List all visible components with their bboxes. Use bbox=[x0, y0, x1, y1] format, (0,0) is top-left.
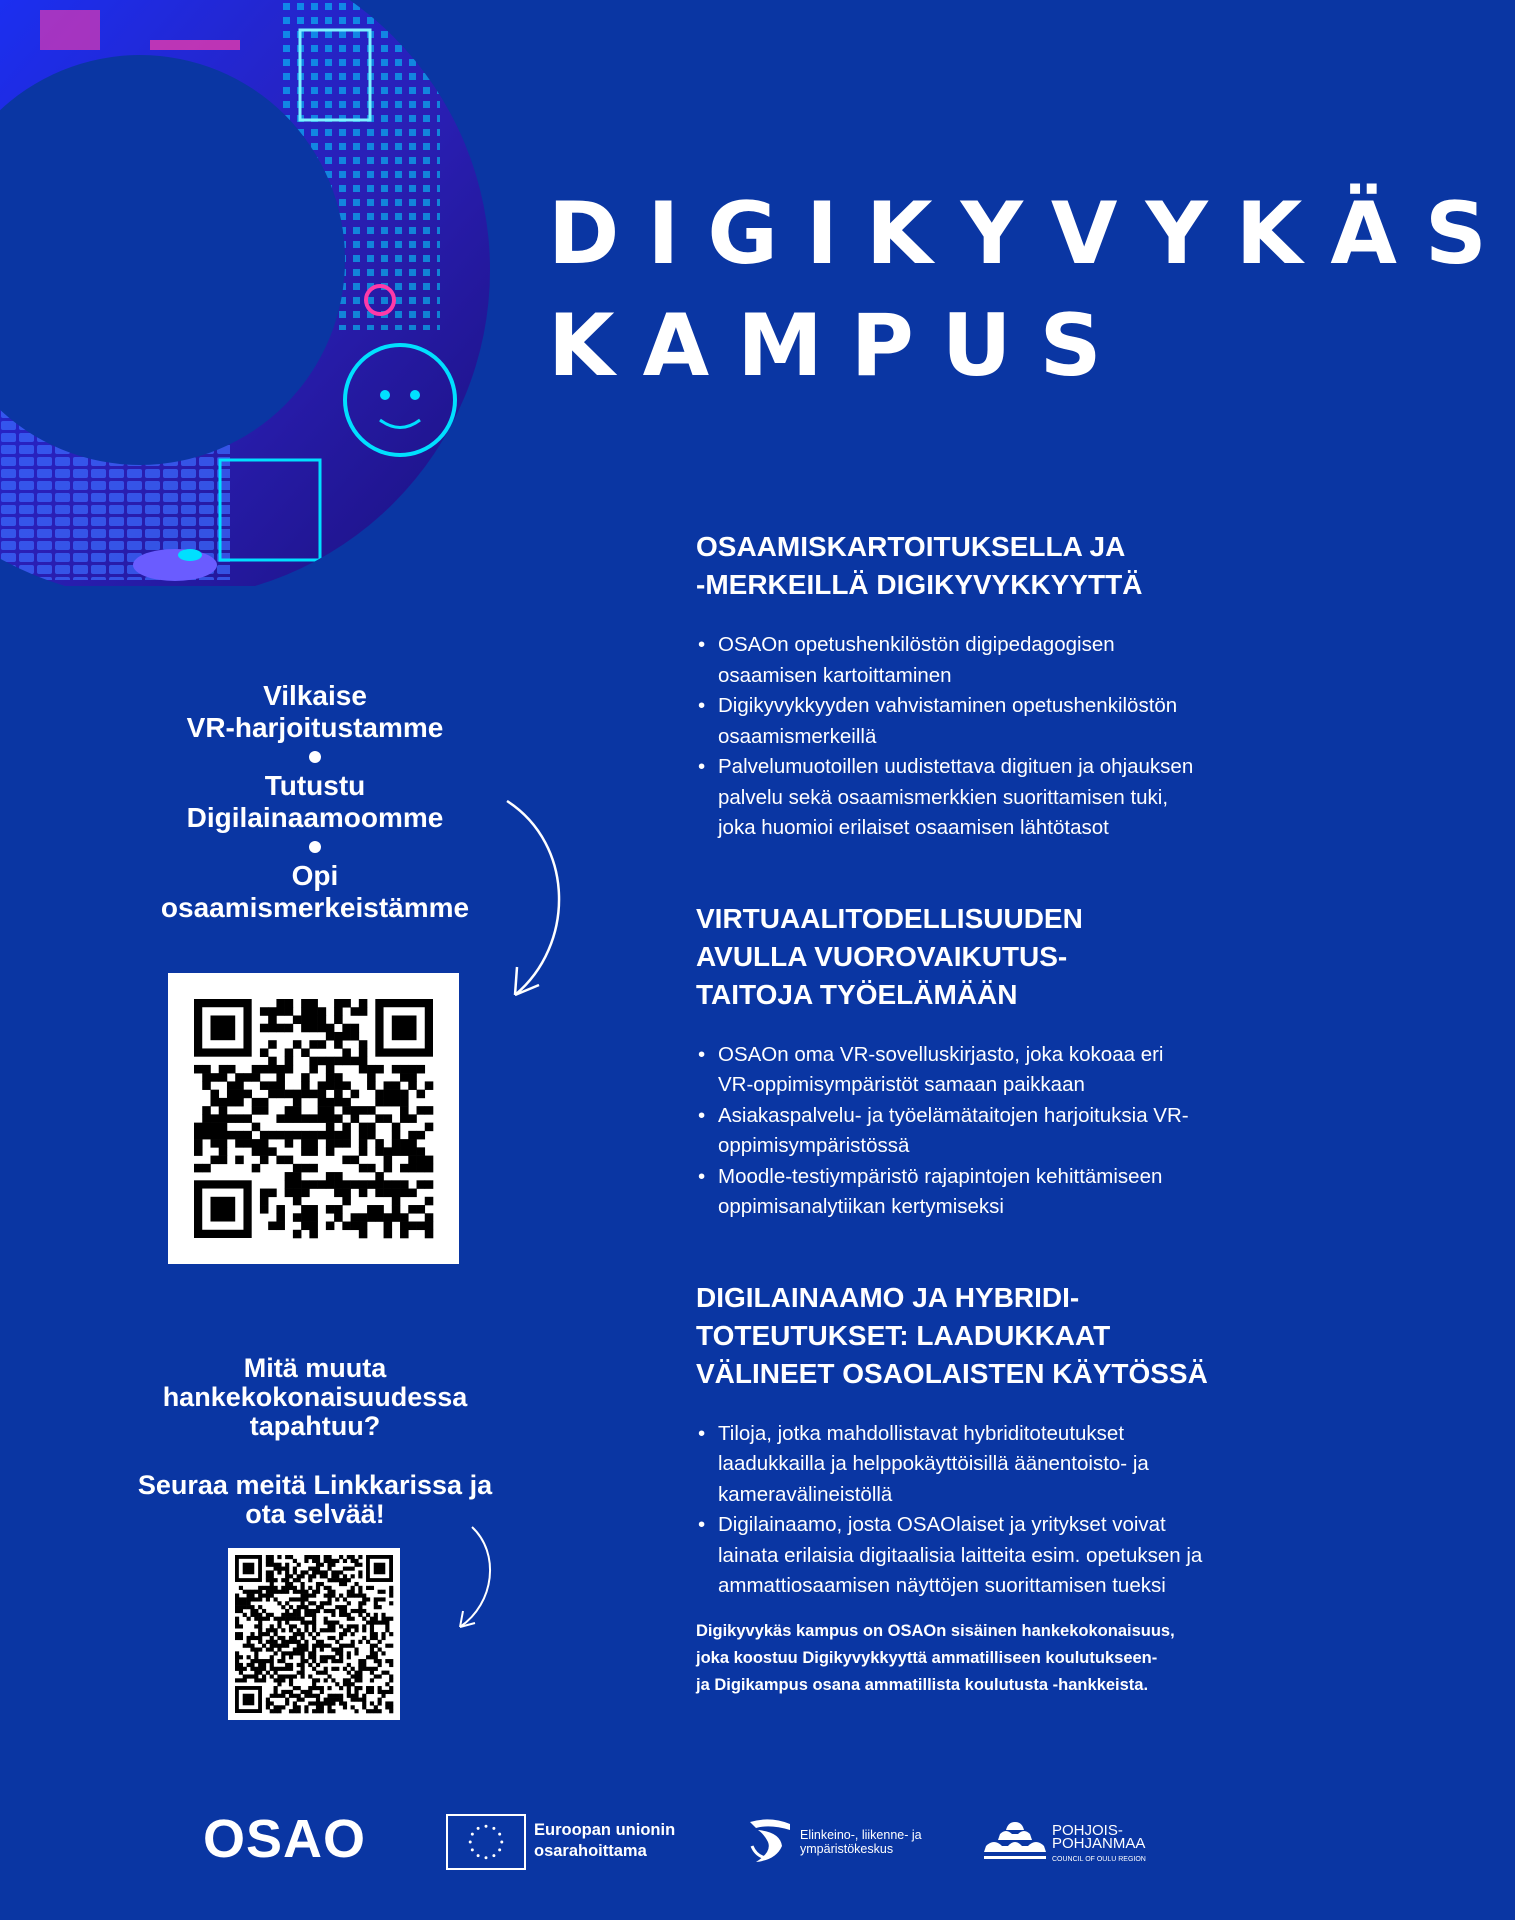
section-osaamiskartoitus bbox=[696, 528, 1256, 844]
cta-osaamismerkit: Opi osaamismerkeistämme bbox=[160, 860, 470, 923]
heading-line: TOTEUTUKSET: LAADUKKAAT bbox=[696, 1319, 1111, 1351]
cta-digilainaamo: Tutustu Digilainaamoomme bbox=[186, 770, 444, 833]
follow-link-text: Seuraa meitä Linkkarissa ja ota selvää! bbox=[137, 1470, 493, 1529]
list-item: • Digilainaamo, josta OSAOlaiset ja yritykset voivat lainata erilaisia digitaalisia laitteita esim. opetuksen ja ammattiosaamisen näyttöjen suorittamisen tueksi bbox=[718, 1510, 1256, 1602]
partner-logos bbox=[0, 1800, 1358, 1880]
curved-arrow-icon bbox=[450, 1523, 500, 1633]
question-text: Mitä muuta hankekokonaisuudessa tapahtuu? bbox=[162, 1353, 468, 1441]
list-item: • Asiakaspalvelu- ja työelämätaitojen harjoituksia VR- oppimisympäristössä bbox=[718, 1101, 1256, 1162]
ely-logo-icon bbox=[746, 1816, 796, 1868]
cta-list bbox=[130, 680, 500, 924]
heading-line: VIRTUAALITODELLISUUDEN bbox=[696, 902, 1083, 934]
qr-code-pattern bbox=[168, 973, 459, 1264]
curved-arrow-icon bbox=[495, 795, 575, 1005]
qr-code-linkkari[interactable] bbox=[228, 1548, 400, 1720]
heading-line: AVULLA VUOROVAIKUTUS- bbox=[696, 940, 1068, 972]
title-line-1: DIGIKYVYKÄS bbox=[548, 184, 1515, 284]
title-line-2: KAMPUS bbox=[548, 296, 1130, 396]
list-item: • OSAOn opetushenkilöstön digipedagogisen osaamisen kartoittaminen bbox=[718, 630, 1256, 691]
bullet-list bbox=[696, 630, 1256, 844]
follow-text bbox=[130, 1354, 500, 1529]
bullet-list bbox=[696, 1419, 1256, 1602]
poster-title bbox=[548, 178, 1515, 402]
qr-code[interactable] bbox=[168, 973, 459, 1264]
info-column bbox=[696, 528, 1256, 1755]
heading-line: -MERKEILLÄ DIGIKYVYKKYYTTÄ bbox=[696, 569, 1143, 600]
bullet-dot bbox=[309, 751, 321, 763]
heading-line: DIGILAINAAMO JA HYBRIDI- bbox=[696, 1281, 1080, 1313]
bullet-list bbox=[696, 1040, 1256, 1223]
list-item: • Moodle-testiympäristö rajapintojen kehittämiseen oppimisanalytiikan kertymiseksi bbox=[718, 1162, 1256, 1223]
heading-line: VÄLINEET OSAOLAISTEN KÄYTÖSSÄ bbox=[696, 1357, 1208, 1389]
eu-funding-text: Euroopan unionin osarahoittama bbox=[534, 1821, 676, 1860]
list-item: • Palvelumuotoillen uudistettava digituen ja ohjauksen palvelu sekä osaamismerkkien suorittamisen tuki, joka huomioi erilaiset osaamisen lähtötasot bbox=[718, 752, 1256, 844]
list-item: • Tiloja, jotka mahdollistavat hybriditoteutukset laadukkailla ja helppokäyttöisillä äänentoisto- ja kameravälineistöllä bbox=[718, 1419, 1256, 1511]
heading-line: OSAAMISKARTOITUKSELLA JA bbox=[696, 531, 1126, 562]
list-item: • OSAOn oma VR-sovelluskirjasto, joka kokoaa eri VR-oppimisympäristöt samaan paikkaan bbox=[718, 1040, 1256, 1101]
eu-flag-icon bbox=[446, 1814, 526, 1870]
section-heading bbox=[696, 1279, 1256, 1393]
bullet-dot bbox=[309, 841, 321, 853]
project-note: Digikyvykäs kampus on OSAOn sisäinen hankekokonaisuus, joka koostuu Digikyvykkyyttä ammatilliseen koulutukseen- ja Digikampus osana ammatillista koulutusta -hankkeista. bbox=[696, 1621, 1175, 1694]
hero-illustration bbox=[0, 0, 520, 590]
section-digilainaamo bbox=[696, 1279, 1256, 1699]
heading-line: TAITOJA TYÖELÄMÄÄN bbox=[696, 978, 1018, 1010]
pohjois-pohjanmaa-text: POHJOIS- POHJANMAA COUNCIL OF OULU REGION bbox=[1052, 1822, 1146, 1863]
qr-code-pattern bbox=[228, 1548, 400, 1720]
ely-text: Elinkeino-, liikenne- ja ympäristökeskus bbox=[800, 1828, 922, 1856]
pohjois-pohjanmaa-logo-icon bbox=[982, 1820, 1048, 1862]
osao-logo: OSAO bbox=[203, 1809, 367, 1869]
cta-vr: Vilkaise VR-harjoitustamme bbox=[186, 680, 444, 743]
section-heading bbox=[696, 900, 1256, 1014]
section-heading bbox=[696, 528, 1256, 604]
list-item: • Digikyvykkyyden vahvistaminen opetushenkilöstön osaamismerkeillä bbox=[718, 691, 1256, 752]
section-virtuaalitodellisuus bbox=[696, 900, 1256, 1223]
